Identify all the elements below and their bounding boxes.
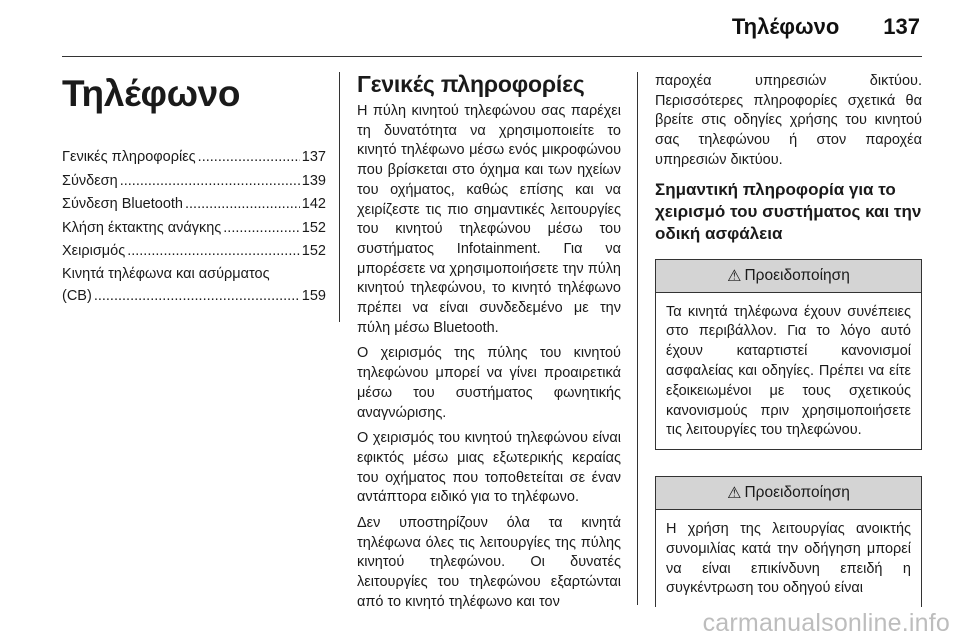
toc-entry-page: 137: [301, 149, 326, 165]
toc-entry-multiline[interactable]: [62, 264, 326, 309]
safety-column: [655, 72, 922, 633]
body-paragraph: Δεν υποστηρίζουν όλα τα κινητά τηλέφωνα όλες τις λειτουργίες της πύλης κινητού τηλεφώνου. Οι δυνατές λειτουργίες του τηλεφώνου εξαρτώνται από το κινητό τηλέφωνο και τον: [357, 515, 621, 610]
chapter-column: [62, 72, 326, 309]
toc-entry-page: 152: [301, 243, 326, 259]
body-paragraph: Η πύλη κινητού τηλεφώνου σας παρέχει τη δυνατότητα να χρησιμοποιείτε το κινητό τηλέφωνο μέσω ενός μικροφώνου που βρίσκεται στο όχημα και των ηχείων του οχήματος, καθώς επίσης και να χειρίζεστε τις πιο σημαντικές λειτουργίες του κινητού τηλεφώνου μέσω του συστήματος Infotainment. Για να μπορέσετε να χρησιμοποιήσετε την πύλη κινητού τηλεφώνου, το κινητό τηλέφωνο πρέπει να είναι συνδεδεμένο με την πύλη μέσω Bluetooth.: [357, 103, 621, 336]
toc-entry-label: Σύνδεση: [62, 172, 118, 189]
toc-entry-label-cont: (CB): [62, 288, 92, 304]
toc-entry[interactable]: [62, 170, 326, 194]
toc-entry[interactable]: [62, 146, 326, 170]
column-divider-1: [339, 72, 340, 322]
toc-entry-page: 152: [301, 219, 326, 236]
toc-entry-label: Χειρισμός: [62, 243, 126, 259]
warning-box: [655, 476, 922, 607]
toc-entry-label: Γενικές πληροφορίες: [62, 149, 196, 165]
toc-entry-page: 159: [301, 288, 326, 304]
toc-entry-page: 142: [301, 196, 326, 212]
page-number: 137: [883, 14, 920, 39]
general-info-column: [357, 72, 621, 619]
toc-entry-label: Κλήση έκτακτης ανάγκης: [62, 219, 222, 236]
toc-entry[interactable]: [62, 193, 326, 217]
warning-triangle-icon: ⚠: [727, 267, 742, 285]
warning-header: [656, 477, 921, 510]
warning-text: Η χρήση της λειτουργίας ανοικτής συνομιλίας κατά την οδήγηση μπορεί να είναι επικίνδυνη επειδή η συγκέντρωση του οδηγού είναι: [666, 521, 911, 597]
toc-entry-page: 139: [301, 172, 326, 189]
header-rule: [62, 56, 922, 57]
warning-label: Προειδοποίηση: [744, 266, 850, 284]
page-header: [732, 14, 920, 40]
watermark: carmanualsonline.info: [702, 609, 950, 637]
warning-box: [655, 259, 922, 451]
safety-subheading: Σημαντική πληροφορία για το χειρισμό του συστήματος και την οδική ασφάλεια: [655, 179, 922, 243]
warning-label: Προειδοποίηση: [744, 484, 850, 502]
table-of-contents: [62, 146, 326, 309]
chapter-title: Τηλέφωνο: [62, 73, 241, 114]
toc-entry-label: Κινητά τηλέφωνα και ασύρματος: [62, 265, 270, 282]
header-title: Τηλέφωνο: [731, 14, 840, 39]
warning-header: [656, 260, 921, 293]
toc-entry-label: Σύνδεση Bluetooth: [62, 196, 183, 212]
section-title: Γενικές πληροφορίες: [357, 71, 585, 97]
warning-triangle-icon: ⚠: [727, 485, 742, 503]
body-paragraph: Ο χειρισμός του κινητού τηλεφώνου είναι εφικτός μέσω μιας εξωτερικής κεραίας του οχήματος που τοποθετείται σε έναν αντάπτορα ειδικό για το τηλέφωνο.: [357, 430, 621, 506]
body-paragraph: παροχέα υπηρεσιών δικτύου. Περισσότερες πληροφορίες σχετικά θα βρείτε στις οδηγίες χρήσης του κινητού σας τηλεφώνου ή στον παροχέα υπηρεσιών δικτύου.: [655, 73, 922, 168]
warning-text: Τα κινητά τηλέφωνα έχουν συνέπειες στο περιβάλλον. Για το λόγο αυτό έχουν καταρτιστεί κανονισμοί ασφαλείας και οδηγίες. Πρέπει να είτε εξοικειωμένοι με τους σχετικούς κανονισμούς πριν χρησιμοποιήσετε τις λειτουργίες του τηλεφώνου.: [666, 303, 911, 439]
toc-entry[interactable]: [62, 217, 326, 241]
body-paragraph: Ο χειρισμός της πύλης του κινητού τηλεφώνου μπορεί να γίνει προαιρετικά μέσω του συστήματος φωνητικής αναγνώρισης.: [357, 345, 621, 421]
toc-entry[interactable]: [62, 240, 326, 264]
column-divider-2: [637, 72, 638, 605]
